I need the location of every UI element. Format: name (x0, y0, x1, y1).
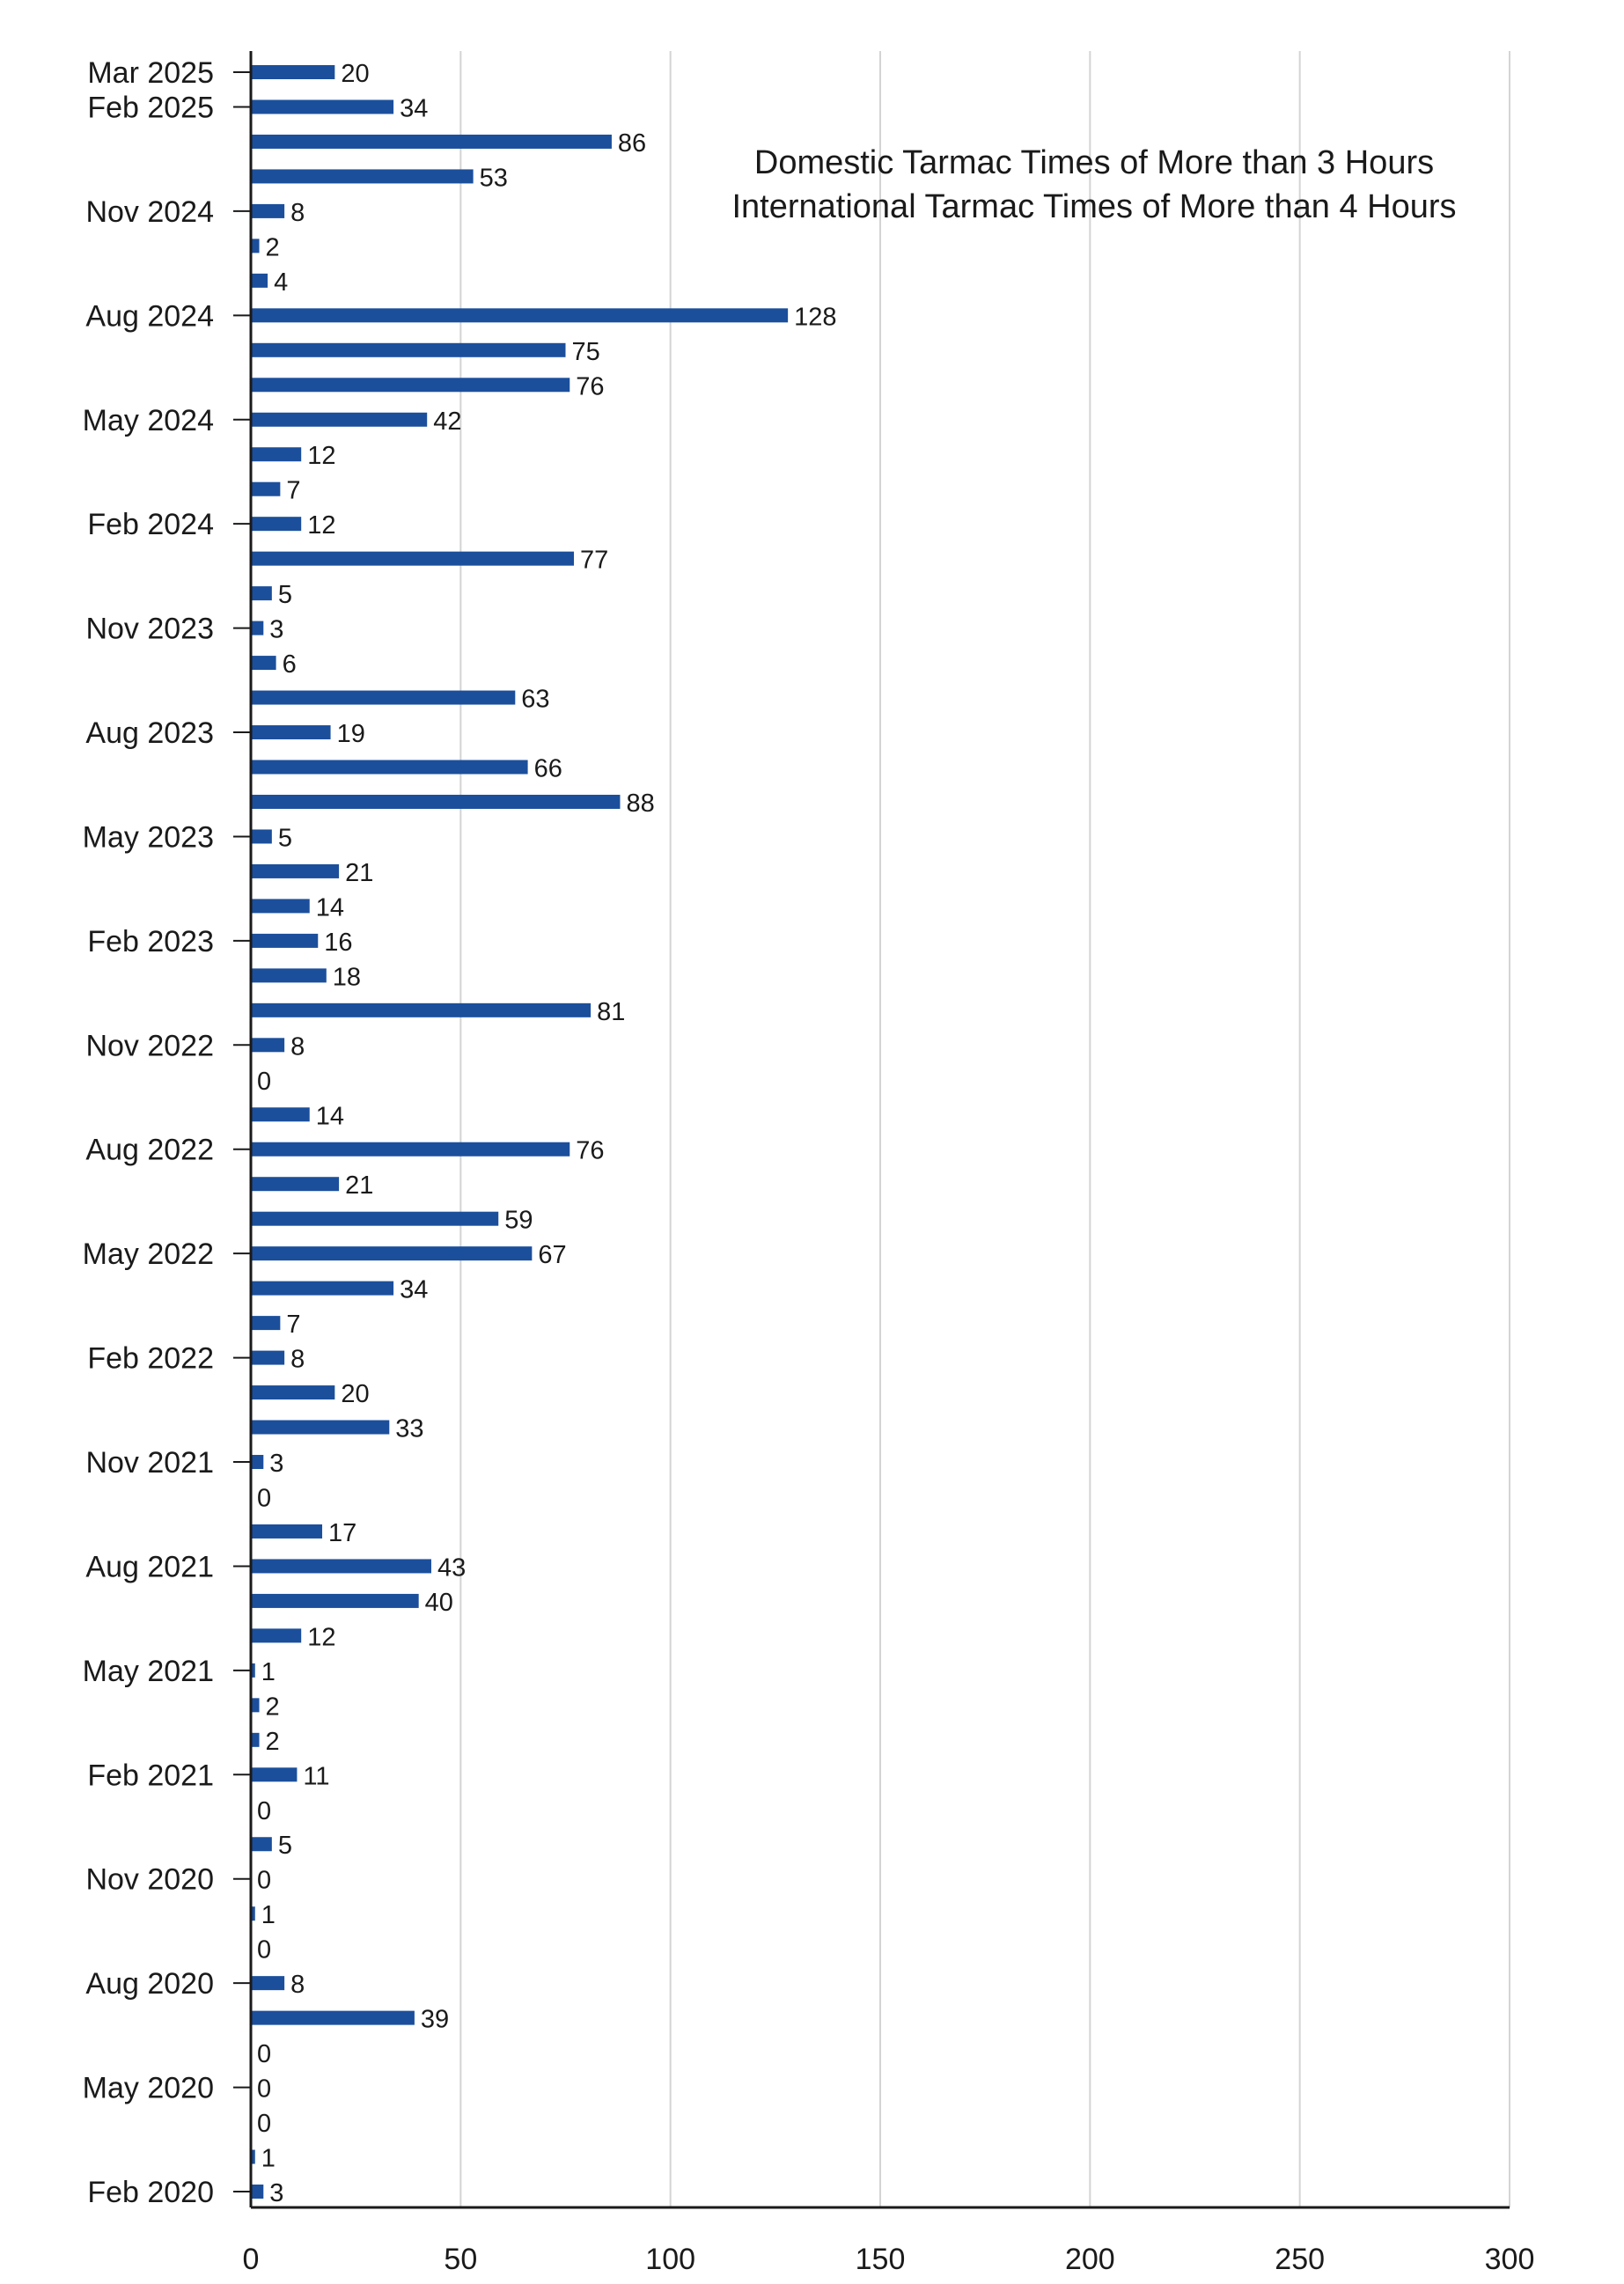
x-tick-label-0: 0 (242, 2243, 260, 2276)
bar-jun-2021 (251, 1628, 301, 1642)
data-label: 8 (290, 1032, 305, 1061)
data-label: 20 (341, 1380, 370, 1409)
y-tick-label: Nov 2024 (85, 195, 214, 229)
bar-nov-2021 (251, 1455, 263, 1469)
bar-oct-2023 (251, 656, 276, 670)
y-tick-label: May 2023 (82, 820, 214, 855)
y-tick-label: Aug 2023 (85, 716, 214, 751)
bar-aug-2020 (251, 1976, 284, 1990)
bar-jul-2020 (251, 2011, 415, 2025)
y-tick-label: Aug 2022 (85, 1133, 214, 1167)
data-label: 42 (433, 407, 462, 436)
data-label: 12 (307, 442, 336, 471)
data-label: 5 (277, 581, 292, 610)
bar-jul-2022 (251, 1177, 339, 1191)
data-label: 63 (521, 685, 550, 714)
data-label: 75 (571, 337, 600, 366)
bar-feb-2024 (251, 517, 301, 531)
y-tick-label: Aug 2021 (85, 1550, 214, 1584)
y-tick-label: Feb 2024 (87, 508, 214, 542)
data-label: 8 (290, 198, 305, 227)
bar-jul-2021 (251, 1594, 419, 1608)
bar-aug-2021 (251, 1559, 431, 1573)
data-label: 66 (533, 754, 562, 783)
bar-jan-2024 (251, 552, 574, 566)
y-tick-label: Feb 2021 (87, 1759, 214, 1793)
data-label: 0 (257, 1484, 272, 1513)
data-label: 1 (261, 1657, 276, 1686)
data-label: 0 (257, 1935, 272, 1965)
data-label: 77 (580, 546, 609, 575)
data-label: 33 (395, 1414, 424, 1443)
data-label: 6 (282, 650, 297, 679)
y-tick-label: Nov 2022 (85, 1029, 214, 1063)
bar-jun-2023 (251, 795, 620, 809)
bar-dec-2022 (251, 1003, 591, 1017)
bar-sep-2024 (251, 274, 268, 288)
bar-mar-2022 (251, 1316, 280, 1330)
x-tick-label-100: 100 (645, 2243, 696, 2276)
bar-dec-2023 (251, 586, 272, 600)
y-tick-label: Feb 2020 (87, 2176, 214, 2209)
x-axis-ticks (243, 2243, 1535, 2276)
data-label: 3 (269, 615, 284, 644)
data-label: 8 (290, 1345, 305, 1374)
bar-aug-2024 (251, 308, 788, 322)
bar-sep-2023 (251, 691, 515, 705)
data-label: 0 (257, 1796, 272, 1825)
bar-may-2024 (251, 413, 427, 427)
y-tick-label: Aug 2020 (85, 1967, 214, 2001)
bar-jun-2024 (251, 378, 570, 392)
bar-dec-2021 (251, 1421, 389, 1435)
y-tick-label: Mar 2025 (87, 56, 214, 90)
data-label: 0 (257, 1866, 272, 1895)
bar-feb-2025 (251, 99, 393, 114)
y-tick-label: Nov 2021 (85, 1446, 214, 1480)
data-label: 76 (576, 1136, 605, 1165)
bar-mar-2023 (251, 899, 310, 913)
y-tick-label: Feb 2025 (87, 91, 214, 125)
y-tick-label: May 2021 (82, 1654, 214, 1688)
data-label: 8 (290, 1971, 305, 2000)
data-label: 76 (576, 372, 605, 401)
x-tick-label-300: 300 (1484, 2243, 1535, 2276)
x-tick-label-200: 200 (1064, 2243, 1115, 2276)
chart-title (731, 144, 1456, 225)
gridlines (460, 51, 1510, 2207)
y-tick-label: May 2022 (82, 1237, 214, 1272)
data-label: 12 (307, 1623, 336, 1652)
data-label: 5 (277, 824, 292, 853)
bar-aug-2023 (251, 725, 331, 739)
bar-apr-2022 (251, 1282, 393, 1296)
data-label: 0 (257, 2110, 272, 2139)
data-label: 128 (794, 303, 837, 332)
data-label: 1 (261, 2144, 276, 2173)
bar-dec-2024 (251, 169, 474, 183)
data-label: 2 (265, 1727, 280, 1756)
data-label: 20 (341, 60, 370, 88)
y-tick-label: May 2024 (82, 403, 214, 437)
bar-feb-2022 (251, 1351, 284, 1365)
bars (251, 65, 788, 2199)
x-tick-label-150: 150 (855, 2243, 906, 2276)
data-label: 39 (420, 2005, 450, 2034)
data-label: 67 (538, 1241, 567, 1270)
x-tick-label-250: 250 (1275, 2243, 1326, 2276)
y-tick-label: Feb 2022 (87, 1341, 214, 1376)
bar-nov-2022 (251, 1038, 284, 1052)
data-label: 3 (269, 1450, 284, 1479)
data-label: 2 (265, 1693, 280, 1722)
bar-dec-2020 (251, 1837, 272, 1851)
data-label: 5 (277, 1832, 292, 1861)
data-label: 11 (303, 1762, 330, 1791)
bar-jul-2023 (251, 760, 528, 775)
bar-mar-2024 (251, 482, 280, 496)
bar-feb-2020 (251, 2185, 263, 2199)
data-label: 0 (257, 1067, 272, 1096)
y-tick-label: Nov 2020 (85, 1862, 214, 1897)
bar-sep-2022 (251, 1107, 310, 1121)
y-tick-label: Aug 2024 (85, 299, 214, 334)
x-tick-label-50: 50 (444, 2243, 478, 2276)
chart-title-line-2: International Tarmac Times of More than 4 Hours (731, 188, 1457, 225)
data-label: 19 (336, 720, 365, 749)
bar-mar-2025 (251, 65, 334, 79)
y-tick-label: Nov 2023 (85, 612, 214, 646)
data-label: 4 (274, 268, 289, 297)
data-label: 18 (332, 963, 362, 992)
chart-title-line-1: Domestic Tarmac Times of More than 3 Hours (753, 144, 1435, 181)
data-label: 43 (437, 1553, 467, 1583)
data-label: 86 (617, 129, 647, 158)
bar-aug-2022 (251, 1142, 570, 1157)
data-label: 3 (269, 2179, 284, 2207)
bar-feb-2023 (251, 934, 318, 948)
data-label: 12 (307, 511, 336, 540)
data-label: 40 (424, 1588, 453, 1617)
data-label: 53 (479, 164, 508, 193)
bar-feb-2021 (251, 1767, 297, 1781)
y-tick-label: May 2020 (82, 2071, 214, 2105)
data-label: 34 (400, 1275, 429, 1304)
data-label: 21 (345, 858, 374, 887)
data-label: 16 (324, 928, 353, 957)
data-label: 14 (315, 1102, 344, 1131)
y-axis-ticks (83, 56, 251, 2209)
data-label: 21 (345, 1171, 374, 1201)
bar-may-2022 (251, 1246, 532, 1260)
bar-jan-2023 (251, 968, 327, 982)
data-label: 1 (261, 1901, 276, 1930)
data-label: 0 (257, 2040, 272, 2069)
data-label: 14 (315, 893, 344, 922)
bar-jan-2025 (251, 135, 612, 149)
bar-may-2023 (251, 829, 272, 843)
bar-jul-2024 (251, 343, 566, 357)
bar-apr-2023 (251, 864, 339, 878)
data-label: 59 (504, 1206, 533, 1235)
data-label: 7 (286, 1311, 301, 1340)
y-tick-label: Feb 2023 (87, 924, 214, 958)
bar-nov-2024 (251, 204, 284, 218)
data-label: 88 (626, 789, 655, 818)
data-label: 17 (328, 1518, 357, 1547)
data-label: 0 (257, 2075, 272, 2104)
bar-jun-2022 (251, 1212, 498, 1226)
data-label: 81 (597, 997, 626, 1026)
bar-jan-2022 (251, 1385, 334, 1399)
bar-nov-2023 (251, 621, 263, 635)
data-label: 7 (286, 476, 301, 505)
data-label: 2 (265, 233, 280, 262)
data-label: 34 (400, 94, 429, 123)
bar-apr-2024 (251, 447, 301, 461)
bar-sep-2021 (251, 1524, 322, 1539)
